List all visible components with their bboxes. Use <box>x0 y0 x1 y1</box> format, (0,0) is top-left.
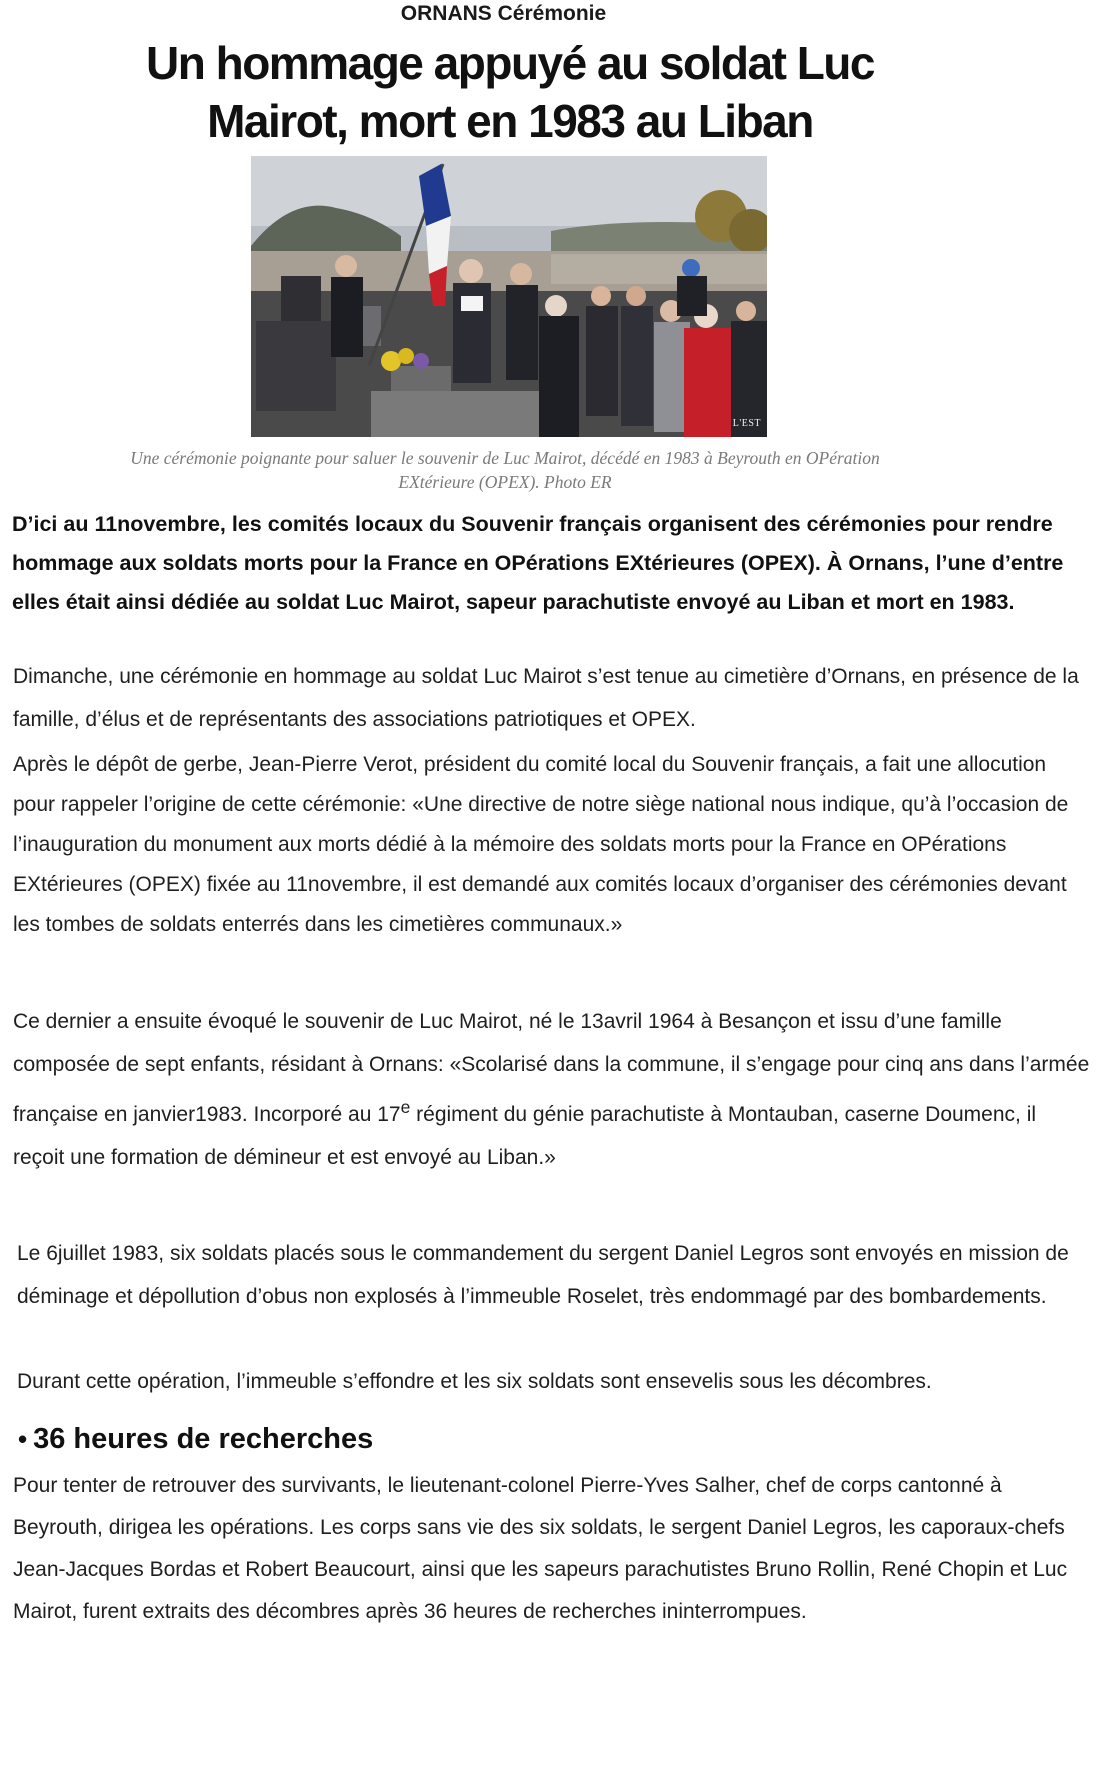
bullet-icon: • <box>18 1424 28 1454</box>
section-subheading <box>18 1423 373 1456</box>
paragraph-allocution: Après le dépôt de gerbe, Jean-Pierre Verot, président du comité local du Souvenir français, a fait une allocution pour rappeler l’origine de cette cérémonie: «Une directive de notre siège national nous indique, qu’à l’occasion de l’inauguration du monument aux morts dédié à la mémoire des soldats morts pour la France en OPérations EXtérieures (OPEX) fixée au 11novembre, il est demandé aux comités locaux d’organiser des cérémonies devant les tombes de soldats enterrés dans les cimetières communaux.» <box>13 753 1069 936</box>
paragraph-biography <box>13 1000 1093 1179</box>
paragraph-mission: Le 6juillet 1983, six soldats placés sous le commandement du sergent Daniel Legros sont envoyés en mission de déminage et dépollution d’obus non explosés à l’immeuble Roselet, très endommagé par des bombardements. <box>17 1242 1069 1308</box>
paragraph-search: Pour tenter de retrouver des survivants, le lieutenant-colonel Pierre-Yves Salher, chef de corps cantonné à Beyrouth, dirigea les opérations. Les corps sans vie des six soldats, le sergent Daniel Legros, les caporaux-chefs Jean-Jacques Bordas et Robert Beaucourt, ainsi que les sapeurs parachutistes Bruno Rollin, René Chopin et Luc Mairot, furent extraits des décombres après 36 heures de recherches ininterrompues. <box>13 1474 1068 1623</box>
section-subheading-text: 36 heures de recherches <box>33 1423 374 1455</box>
ordinal-superscript: e <box>400 1097 411 1117</box>
article-lede: D’ici au 11novembre, les comités locaux du Souvenir français organisent des cérémonies pour rendre hommage aux soldats morts pour la France en OPérations EXtérieures (OPEX). À Ornans, l’une d’entre elles était ainsi dédiée au soldat Luc Mairot, sapeur parachutiste envoyé au Liban et mort en 1983. <box>12 512 1064 614</box>
article-kicker: ORNANS Cérémonie <box>400 2 607 25</box>
photo-credit-mark: L'EST <box>732 418 761 429</box>
paragraph-ceremony: Dimanche, une cérémonie en hommage au soldat Luc Mairot s’est tenue au cimetière d’Ornans, en présence de la famille, d’élus et de représentants des associations patriotiques et OPEX. <box>13 665 1079 731</box>
paragraph-biography-text: Ce dernier a ensuite évoqué le souvenir de Luc Mairot, né le 13avril 1964 à Besançon et issu d’une famille composée de sept enfants, résidant à Ornans: «Scolarisé dans la commune, il s’engage pour cinq ans dans l’armée française en janvier1983. Incorporé au 17 <box>13 1010 1090 1126</box>
paragraph-collapse: Durant cette opération, l’immeuble s’effondre et les six soldats sont ensevelis sous les décombres. <box>17 1370 932 1393</box>
paragraph-biography-text-end: régiment du génie parachutiste à Montauban, caserne Doumenc, il reçoit une formation de démineur et est envoyé au Liban.» <box>13 1103 1037 1169</box>
ceremony-photo-illustration <box>251 156 767 437</box>
photo-caption: Une cérémonie poignante pour saluer le souvenir de Luc Mairot, décédé en 1983 à Beyrouth en OPération EXtérieure (OPEX). Photo ER <box>130 448 880 492</box>
ceremony-photo <box>251 156 767 437</box>
article-headline: Un hommage appuyé au soldat Luc Mairot, mort en 1983 au Liban <box>146 37 874 147</box>
